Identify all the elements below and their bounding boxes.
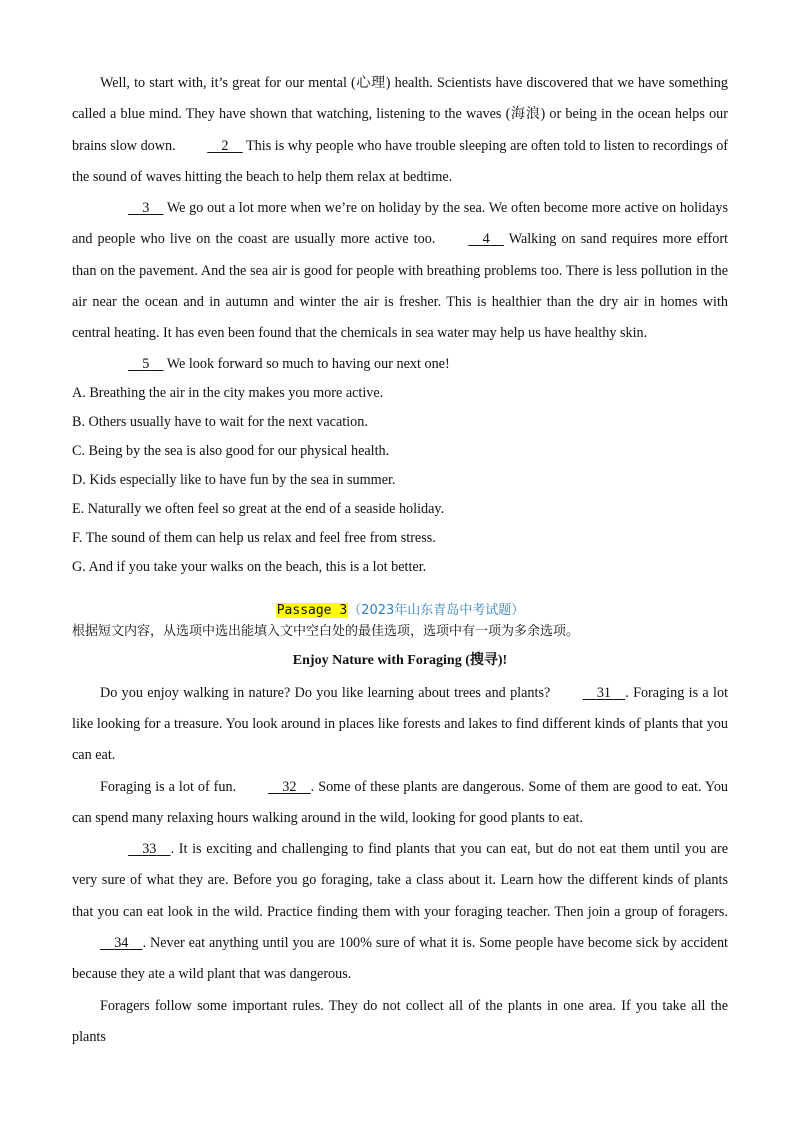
blank-34[interactable]: 34 [114, 935, 129, 952]
passage2-paragraph-2 [72, 193, 728, 349]
blank-2[interactable]: 2 [221, 137, 229, 154]
options-list [72, 379, 728, 582]
option-e[interactable]: E. Naturally we often feel so great at the end of a seaside holiday. [72, 500, 445, 517]
passage2-paragraph-3 [72, 350, 728, 379]
passage-source: （2023年山东青岛中考试题） [348, 602, 525, 618]
passage3-paragraph-4 [72, 991, 728, 1054]
option-g[interactable]: G. And if you take your walks on the beach, this is a lot better. [72, 558, 427, 575]
instruction: 根据短文内容，从选项中选出能填入文中空白处的最佳选项，选项中有一项为多余选项。 [72, 623, 580, 639]
passage2-paragraph-1 [72, 68, 728, 193]
text: . It is exciting and challenging to find plants that you can eat, but do not eat them until you are very sure of what they are. Before you go foraging, take a class about it. Learn how the different kinds of plants that you can eat look in the wild. Practice finding them with your foraging teacher. Then join a group of foragers. [72, 841, 728, 920]
passage3-paragraph-2 [72, 772, 728, 835]
passage3-paragraph-1 [72, 678, 728, 772]
blank-5[interactable]: 5 [142, 355, 150, 372]
passage3-heading [72, 600, 728, 622]
blank-4[interactable]: 4 [482, 231, 490, 248]
text: Do you enjoy walking in nature? Do you like learning about trees and plants? [100, 684, 551, 701]
blank-33[interactable]: 33 [142, 841, 157, 858]
passage-label: Passage 3 [276, 602, 348, 618]
option-d[interactable]: D. Kids especially like to have fun by the sea in summer. [72, 471, 396, 488]
text: Well, to start with, it’s great for our mental (心理) health. Scientists have discovered that we have something called a blue mind. They have shown that watching, listening to the waves (海浪) or being in the ocean helps our brains slow down. [72, 75, 728, 154]
option-a[interactable]: A. Breathing the air in the city makes you more active. [72, 384, 384, 401]
text: . Foraging is a lot like looking for a treasure. You look around in places like forests and lakes to find different kinds of plants that you can eat. [72, 684, 729, 764]
text: Walking on sand requires more effort than on the pavement. And the sea air is good for people with breathing problems too. There is less pollution in the air near the ocean and in autumn and winter the air is fresher. This is healthier than the dry air in homes with central heating. It has even been found that the chemicals in sea water may help us have healthy skin. [72, 231, 728, 342]
text: This is why people who have trouble sleeping are often told to listen to recordings of the sound of waves hitting the beach to help them relax at bedtime. [72, 137, 729, 185]
option-c[interactable]: C. Being by the sea is also good for our physical health. [72, 442, 390, 459]
blank-3[interactable]: 3 [142, 200, 150, 217]
text: Foraging is a lot of fun. [100, 778, 237, 795]
text: Foragers follow some important rules. They do not collect all of the plants in one area. If you take all the plants [72, 997, 728, 1045]
passage3-paragraph-3 [72, 834, 728, 990]
article-title: Enjoy Nature with Foraging (搜寻)! [292, 652, 508, 668]
blank-31[interactable]: 31 [596, 684, 611, 701]
option-b[interactable]: B. Others usually have to wait for the next vacation. [72, 413, 368, 430]
text: . Some of these plants are dangerous. Some of them are good to eat. You can spend many relaxing hours walking around in the wild, looking for good plants to eat. [72, 778, 729, 826]
option-f[interactable]: F. The sound of them can help us relax and feel free from stress. [72, 529, 436, 546]
text: We go out a lot more when we’re on holiday by the sea. We often become more active on holidays and people who live on the coast are usually more active too. [72, 200, 728, 248]
blank-32[interactable]: 32 [282, 778, 297, 795]
document-page [72, 68, 728, 1053]
text: We look forward so much to having our next one! [166, 355, 450, 372]
text: . Never eat anything until you are 100% sure of what it is. Some people have become sick by accident because they ate a wild plant that was dangerous. [72, 935, 728, 983]
